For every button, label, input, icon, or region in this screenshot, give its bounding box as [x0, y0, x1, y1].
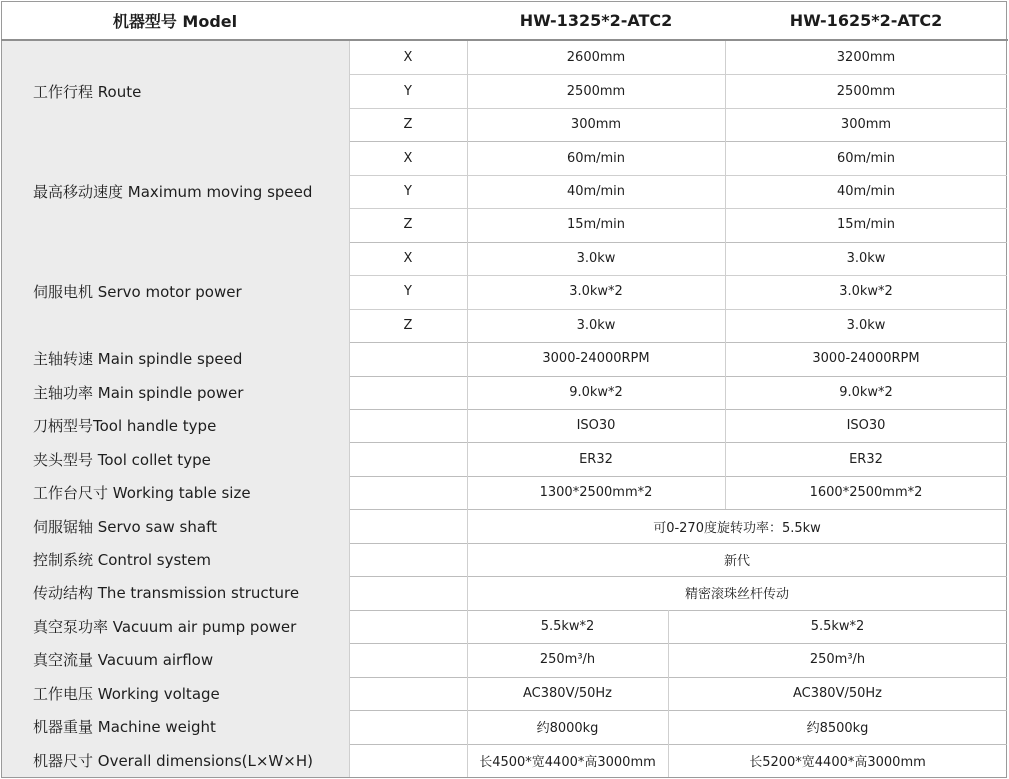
spec-label: 工作电压 Working voltage [2, 677, 349, 710]
col-divider [668, 610, 669, 643]
col-divider [668, 744, 669, 777]
value-col2: 40m/min [836, 184, 896, 200]
label-column-divider [349, 41, 350, 777]
value-col2: 15m/min [836, 217, 896, 233]
value-merged: 可0-270度旋转功率：5.5kw [653, 520, 821, 536]
value-col1: ISO30 [576, 418, 616, 434]
value-col2: 3.0kw [846, 250, 886, 266]
value-col2: ER32 [849, 451, 883, 467]
value-col1: 15m/min [566, 217, 626, 233]
axis-cell: X [403, 50, 413, 66]
spec-label: 机器重量 Machine weight [2, 710, 349, 743]
col-divider [725, 476, 726, 509]
col-divider [668, 677, 669, 710]
header-col1: HW-1325*2-ATC2 [519, 10, 673, 30]
spec-label: 刀柄型号Tool handle type [2, 409, 349, 442]
value-col2: 5.5kw*2 [810, 618, 865, 634]
spec-label: 传动结构 The transmission structure [2, 576, 349, 609]
value-col1: 3.0kw [576, 250, 616, 266]
col-divider [725, 442, 726, 475]
value-col1: AC380V/50Hz [523, 685, 612, 701]
value-col2: 250m³/h [809, 652, 866, 668]
value-col2: 3.0kw*2 [839, 284, 893, 300]
axis-cell: Z [403, 217, 413, 233]
header-model-label: 机器型号 Model [112, 11, 238, 31]
header-col2: HW-1625*2-ATC2 [789, 10, 943, 30]
value-col2: 约8500kg [806, 721, 869, 737]
col-divider [668, 643, 669, 676]
value-col1: 长4500*宽4400*高3000mm [479, 754, 656, 770]
spec-label: 真空泵功率 Vacuum air pump power [2, 610, 349, 643]
value-col2: 3200mm [836, 50, 896, 66]
value-col2: 2500mm [836, 83, 896, 99]
col-divider [668, 710, 669, 743]
value-merged: 新代 [723, 554, 750, 570]
col-divider [725, 409, 726, 442]
value-col1: 5.5kw*2 [540, 618, 595, 634]
value-col1: 3.0kw [576, 317, 616, 333]
value-col1: 2600mm [566, 50, 626, 66]
value-col1: 约8000kg [536, 721, 599, 737]
value-col2: 300mm [840, 117, 892, 133]
axis-cell: Z [403, 317, 413, 333]
spec-label: 主轴功率 Main spindle power [2, 376, 349, 409]
spec-label: 夹头型号 Tool collet type [2, 442, 349, 475]
value-col2: 3.0kw [846, 317, 886, 333]
spec-label: 主轴转速 Main spindle speed [2, 342, 349, 375]
axis-cell: X [403, 250, 413, 266]
spec-label: 工作台尺寸 Working table size [2, 476, 349, 509]
value-col1: 60m/min [566, 150, 626, 166]
axis-cell: Y [404, 184, 412, 200]
value-col1: 9.0kw*2 [569, 384, 623, 400]
axis-cell: X [403, 150, 413, 166]
value-col2: 长5200*宽4400*高3000mm [749, 754, 926, 770]
group-label: 伺服电机 Servo motor power [2, 242, 349, 342]
value-col1: 40m/min [566, 184, 626, 200]
value-col1: ER32 [579, 451, 613, 467]
spec-label: 伺服锯轴 Servo saw shaft [2, 509, 349, 542]
value-col1: 1300*2500mm*2 [539, 485, 653, 501]
value-col1: 2500mm [566, 83, 626, 99]
value-column-divider [725, 41, 726, 342]
axis-cell: Y [404, 83, 412, 99]
value-col1: 250m³/h [539, 652, 596, 668]
axis-cell: Y [404, 284, 412, 300]
axis-column-divider [467, 41, 468, 777]
value-col1: 3.0kw*2 [569, 284, 623, 300]
col-divider [725, 376, 726, 409]
value-col2: 3000-24000RPM [812, 351, 920, 367]
group-label: 最高移动速度 Maximum moving speed [2, 141, 349, 241]
value-col2: 60m/min [836, 150, 896, 166]
spec-label: 控制系统 Control system [2, 543, 349, 576]
value-merged: 精密滚珠丝杆传动 [684, 587, 789, 603]
value-col2: 9.0kw*2 [839, 384, 893, 400]
value-col2: ISO30 [846, 418, 886, 434]
group-label: 工作行程 Route [2, 41, 349, 141]
value-col2: AC380V/50Hz [793, 685, 882, 701]
value-col1: 3000-24000RPM [542, 351, 650, 367]
spec-label: 真空流量 Vacuum airflow [2, 643, 349, 676]
spec-label: 机器尺寸 Overall dimensions(L×W×H) [2, 744, 349, 777]
col-divider [725, 342, 726, 375]
value-col1: 300mm [570, 117, 622, 133]
axis-cell: Z [403, 117, 413, 133]
value-col2: 1600*2500mm*2 [809, 485, 923, 501]
